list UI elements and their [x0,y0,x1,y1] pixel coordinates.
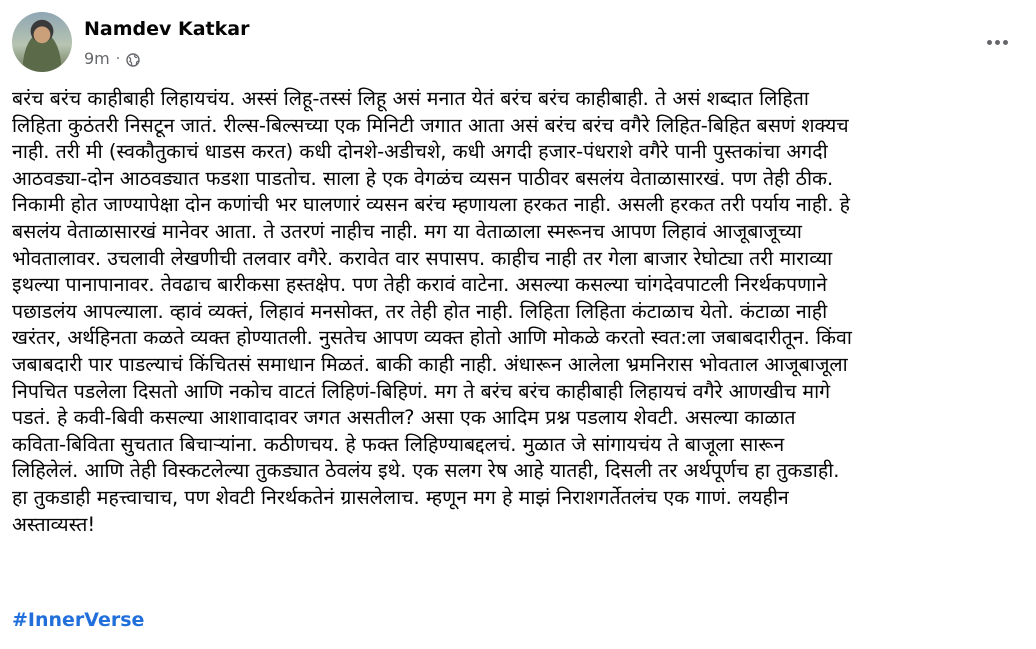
more-options-icon[interactable] [982,30,1012,54]
post-body-text: बरंच बरंच काहीबाही लिहायचंय. अस्सं लिहू-तस्सं लिहू असं मनात येतं बरंच बरंच काहीबाही. ते असं शब्दात लिहिता लिहिता कुठंतरी निसटून जातं. रील्स-बिल्सच्या एक मिनिटी जगात आता असं बरंच बरंच वगैरे लिहित-बिहित बसणं शक्यच नाही. तरी मी (स्वकौतुकाचं धाडस करत) कधी दोनशे-अडीचशे, कधी अगदी हजार-पंधराशे वगैरे पानी पुस्तकांचा अगदी आठवड्या-दोन आठवड्यात फडशा पाडतोच. साला हे एक वेगळंच व्यसन पाठीवर बसलंय वेताळासारखं. पण तेही ठीक. निकामी होत जाण्यापेक्षा दोन कणांची भर घालणारं व्यसन बरंच म्हणायला हरकत नाही. असली हरकत तरी पर्याय नाही. हे बसलंय वेताळासारखं मानेवर आता. ते उतरणं नाहीच नाही. मग या वेताळाला स्मरूनच आपण लिहावं आजूबाजूच्या भोवतालावर. उचलावी लेखणीची तलवार वगैरे. करावेत वार सपासप. काहीच नाही तर गेला बाजार रेघोट्या तरी माराव्या इथल्या पानापानावर. तेवढाच बारीकसा हस्तक्षेप. पण तेही करावं वाटेना. असल्या कसल्या चांगदेवपाटली निरर्थकपणाने पछाडलंय आपल्याला. व्हावं व्यक्तं, लिहावं मनसोक्त, तर तेही होत नाही. लिहिता लिहिता कंटाळाच येतो. कंटाळा नाही खरंतर, अर्थहिनता कळते व्यक्त होण्यातली. नुसतेच आपण व्यक्त होतो आणि मोकळे करतो स्वत:ला जबाबदारीतून. किंवा जबाबदारी पार पाडल्याचं किंचितसं समाधान मिळतं. बाकी काही नाही. अंधारून आलेला भ्रमनिरास भोवताल आजूबाजूला निपचित पडलेला दिसतो आणि नकोच वाटतं लिहिणं-बिहिणं. मग ते बरंच बरंच काहीबाही लिहायचं वगैरे आणखीच मागे पडतं. हे कवी-बिवी कसल्या आशावादावर जगत असतील? असा एक आदिम प्रश्न पडलाय शेवटी. असल्या काळात कविता-बिविता सुचतात बिचाऱ्यांना. कठीणचय. हे फक्त लिहिण्याबद्दलचं. मुळात जे सांगायचंय ते बाजूला सारून लिहिलेलं. आणि तेही विस्कटलेल्या तुकड्यात ठेवलंय इथे. एक सलग रेष आहे यातही, दिसली तर अर्थपूर्णच हा तुकडाही. हा तुकडाही महत्त्वाचाच, पण शेवटी निरर्थकतेनं ग्रासलेलाच. म्हणून मग हे माझं निराशगर्तेतलंच एक गाणं. लयहीन अस्ताव्यस्त! [12,87,852,536]
globe-icon[interactable] [126,52,140,66]
post-header [12,12,1024,72]
post-meta [84,49,140,68]
more-dot [987,40,992,45]
more-dot [1003,40,1008,45]
post-timestamp[interactable]: 9m [84,49,110,68]
more-dot [995,40,1000,45]
author-avatar[interactable] [12,12,72,72]
hashtag-link[interactable]: #InnerVerse [12,609,145,631]
author-name[interactable]: Namdev Katkar [84,18,250,40]
meta-separator: · [115,50,121,67]
